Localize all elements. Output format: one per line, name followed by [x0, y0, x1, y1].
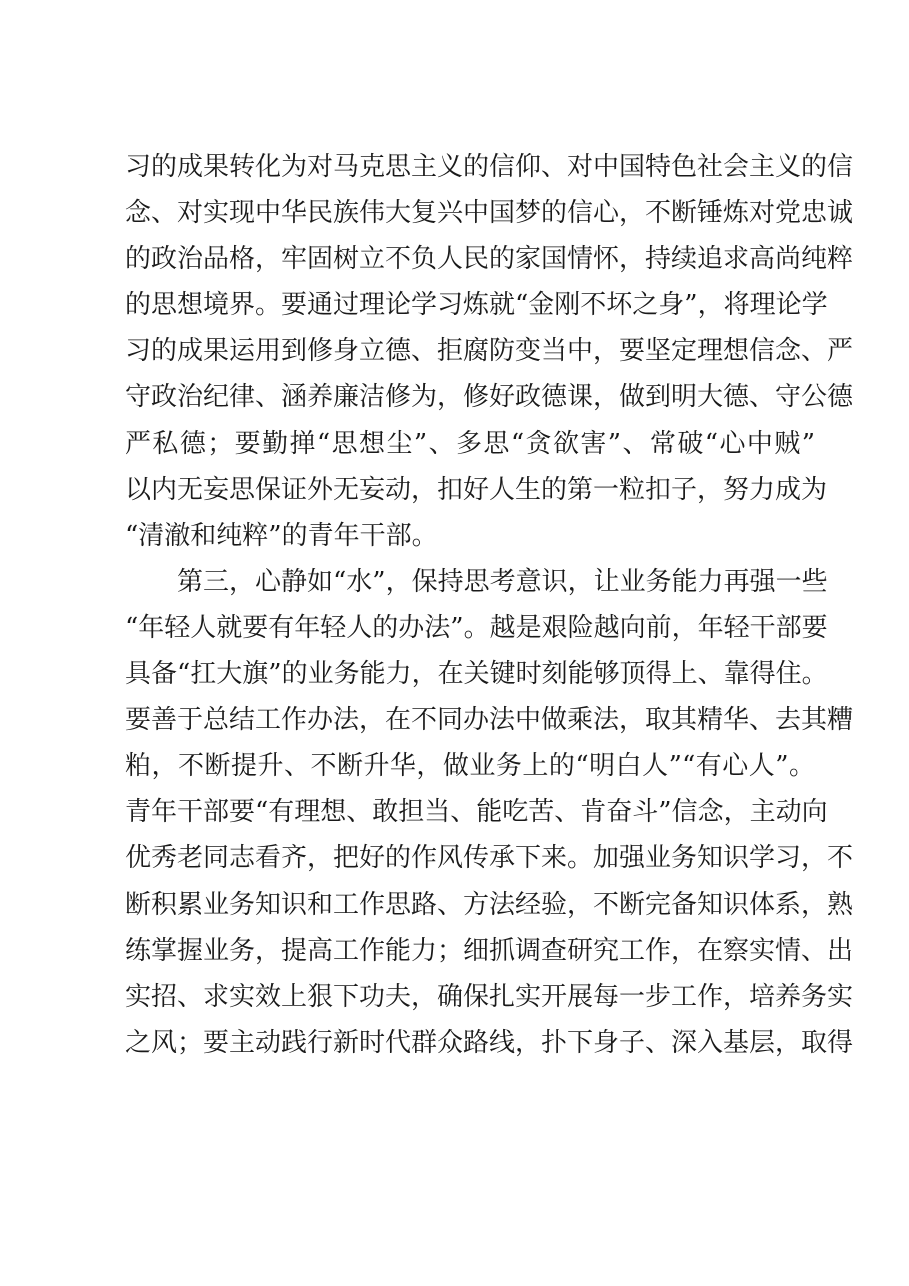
text-line: 具备“扛大旗”的业务能力，在关键时刻能够顶得上、靠得住。 [125, 659, 828, 690]
text-line: “年轻人就要有年轻人的办法”。越是艰险越向前，年轻干部要 [125, 612, 828, 643]
text-line-last: “清澈和纯粹”的青年干部。 [125, 520, 438, 551]
paragraph-first-line: 第三，心静如“水”，保持思考意识，让业务能力再强一些 [177, 566, 828, 597]
text-line: 的思想境界。要通过理论学习炼就“金刚不坏之身”，将理论学 [125, 290, 828, 321]
text-line: 严私德；要勤掸“思想尘”、多思“贪欲害”、常破“心中贼” [125, 428, 815, 459]
text-line: 以内无妄思保证外无妄动，扣好人生的第一粒扣子，努力成为 [125, 474, 828, 505]
document-body [125, 152, 854, 1074]
text-line: 习的成果运用到修身立德、拒腐防变当中，要坚定理想信念、严 [125, 336, 854, 367]
text-line: 要善于总结工作办法，在不同办法中做乘法，取其精华、去其糟 [125, 705, 854, 736]
text-line: 的政治品格，牢固树立不负人民的家国情怀，持续追求高尚纯粹 [125, 244, 854, 275]
text-line: 之风；要主动践行新时代群众路线，扑下身子、深入基层，取得 [125, 1027, 854, 1058]
text-line: 优秀老同志看齐，把好的作风传承下来。加强业务知识学习，不 [125, 843, 854, 874]
text-line: 守政治纪律、涵养廉洁修为，修好政德课，做到明大德、守公德 [125, 382, 854, 413]
text-line: 断积累业务知识和工作思路、方法经验，不断完备知识体系，熟 [125, 889, 854, 920]
text-line: 粕，不断提升、不断升华，做业务上的“明白人”“有心人”。 [125, 751, 815, 782]
text-line: 念、对实现中华民族伟大复兴中国梦的信心，不断锤炼对党忠诚 [125, 198, 854, 229]
text-line: 青年干部要“有理想、敢担当、能吃苦、肯奋斗”信念，主动向 [125, 797, 828, 828]
text-line: 习的成果转化为对马克思主义的信仰、对中国特色社会主义的信 [125, 152, 854, 182]
text-line: 练掌握业务，提高工作能力；细抓调查研究工作，在察实情、出 [125, 935, 854, 966]
text-line: 实招、求实效上狠下功夫，确保扎实开展每一步工作，培养务实 [125, 981, 854, 1012]
